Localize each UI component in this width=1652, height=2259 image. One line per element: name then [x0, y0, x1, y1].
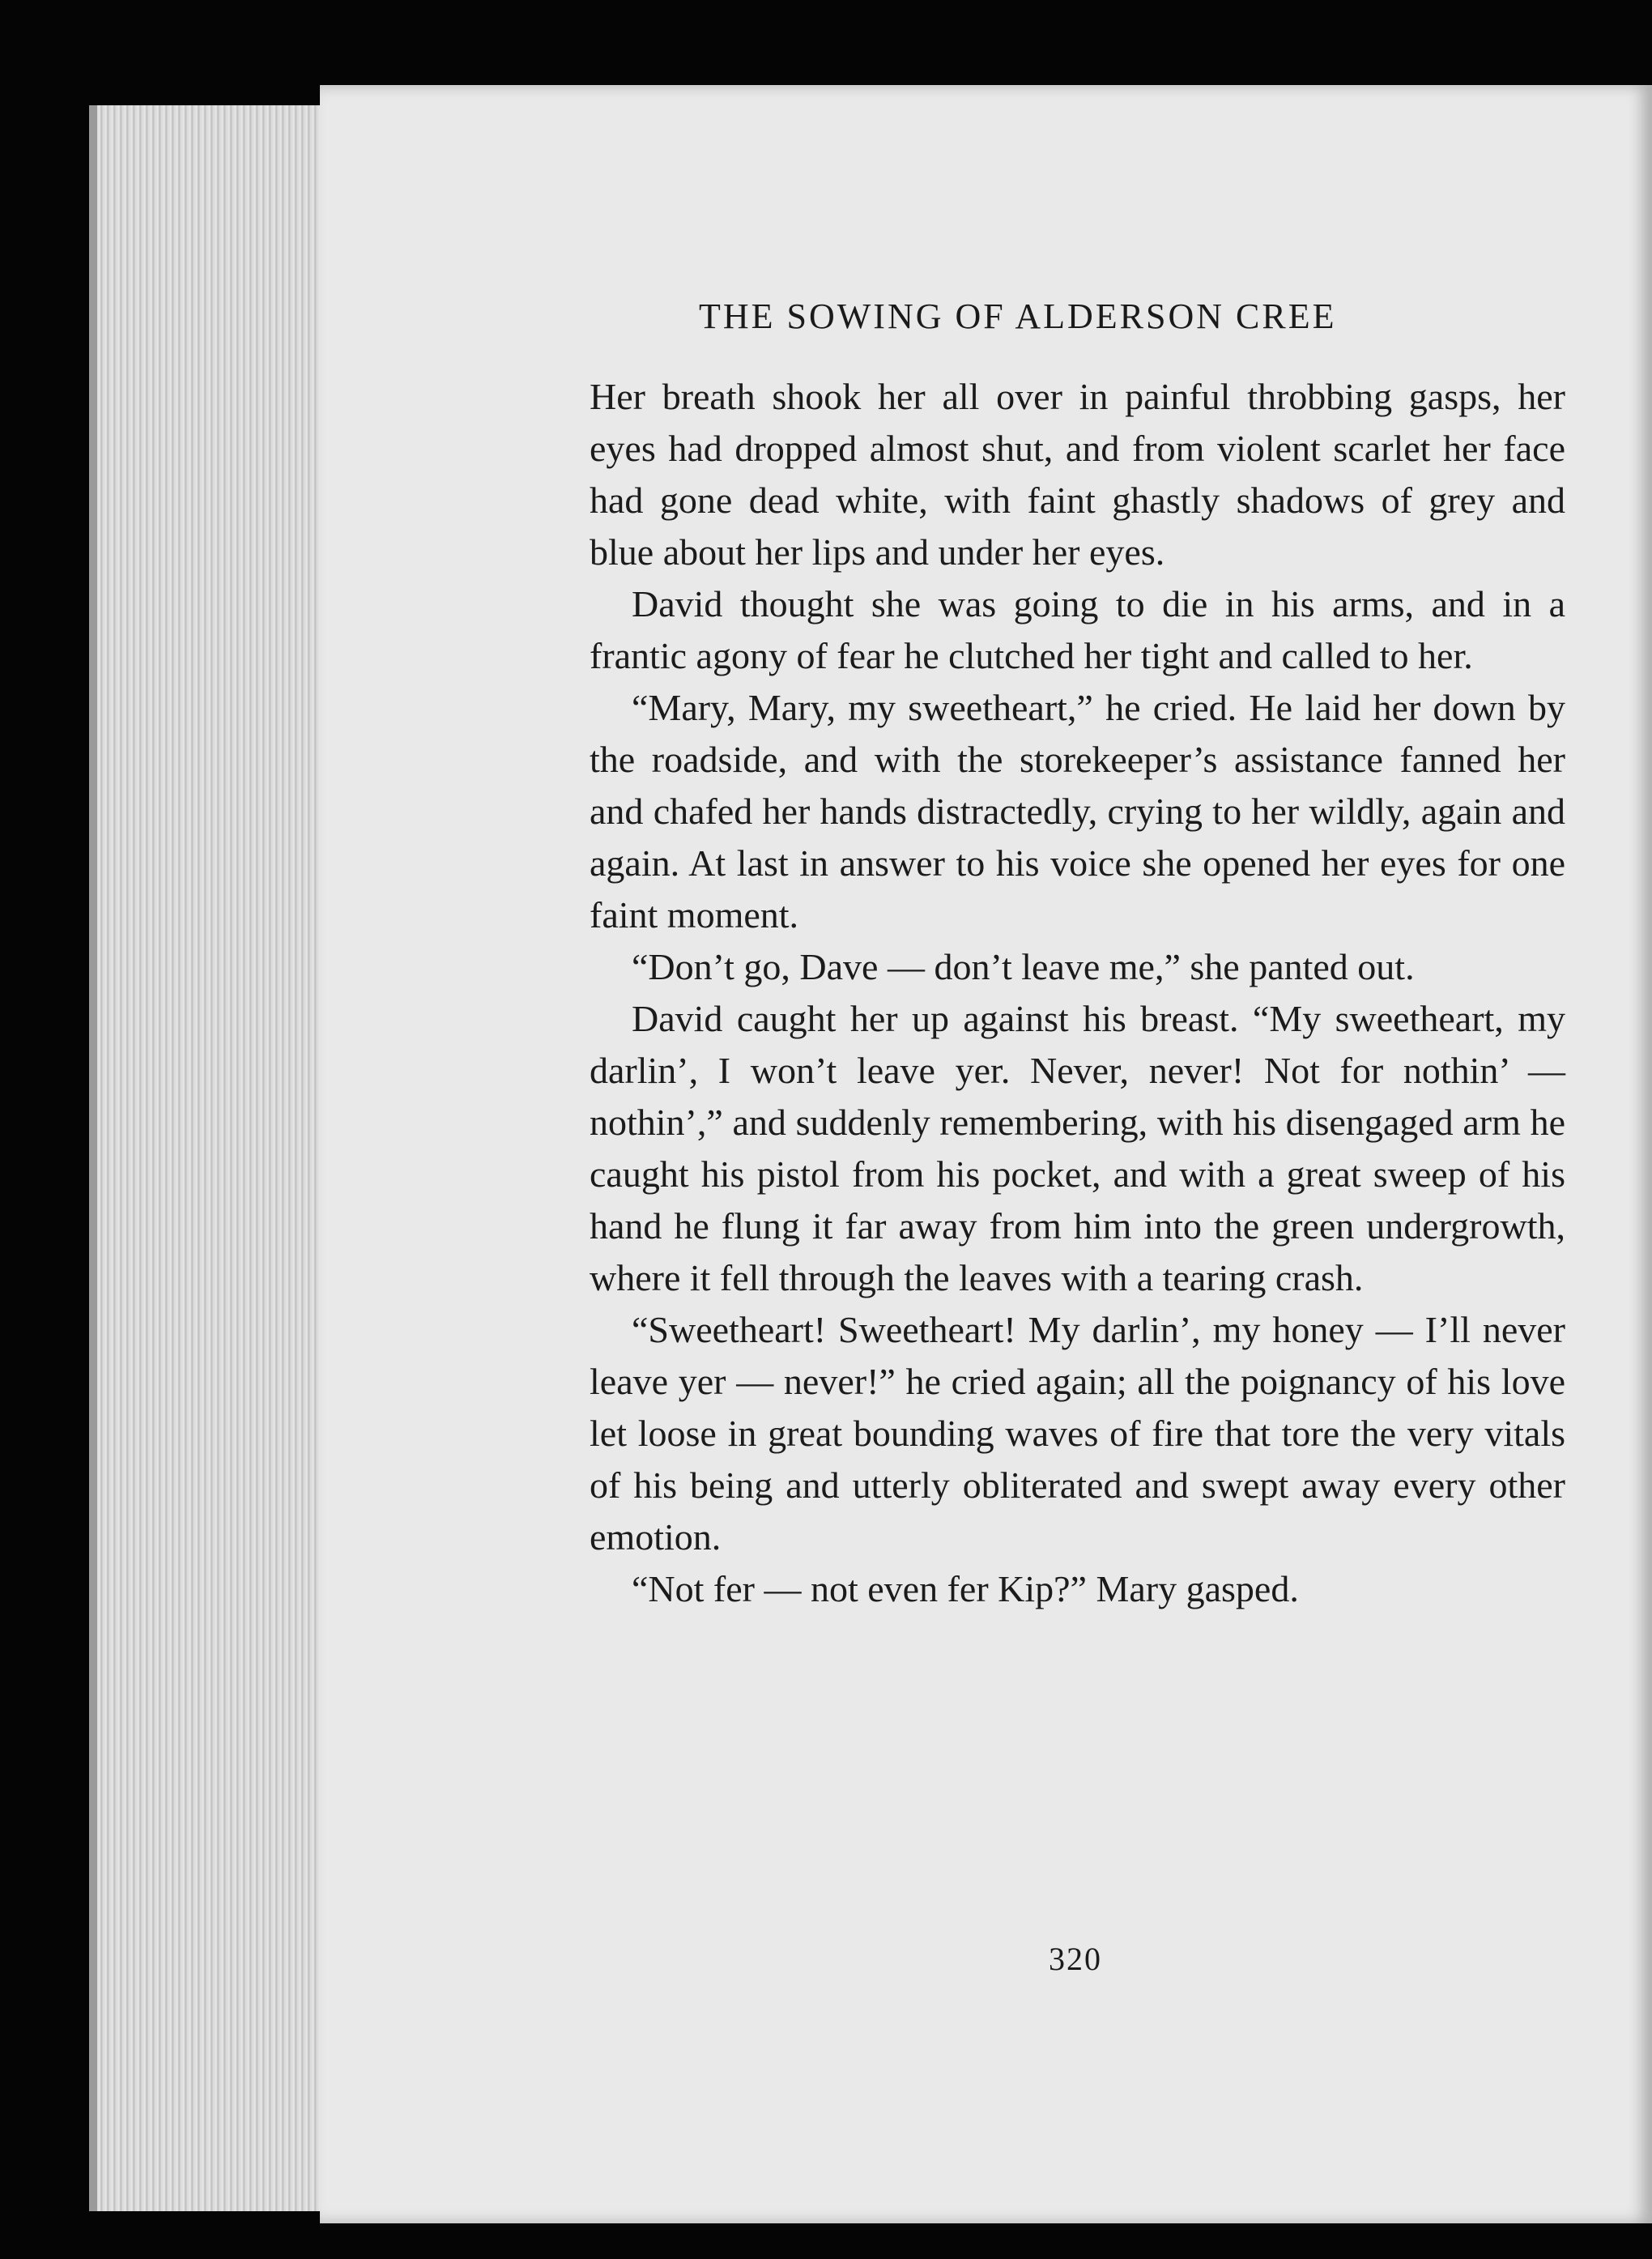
page-number: 320: [1049, 1941, 1102, 1977]
paragraph: “Sweetheart! Sweetheart! My darlin’, my honey — I’ll never leave yer — never!” he cried again; all the poignancy of his love let loose in great bounding waves of fire that tore the very vitals of his being and utterly obliterated and swept away every other emotion.: [590, 1309, 1565, 1558]
book-page-edges: [89, 105, 340, 2211]
paragraph: “Mary, Mary, my sweetheart,” he cried. He laid her down by the roadside, and with the storekeeper’s assistance fanned her and chafed her hands distractedly, crying to her wildly, again and again. At last in answer to his voice she opened her eyes for one faint moment.: [590, 687, 1565, 936]
paragraph: “Don’t go, Dave — don’t leave me,” she panted out.: [632, 946, 1415, 987]
body-text: [590, 371, 1565, 1615]
paragraph: David thought she was going to die in his arms, and in a frantic agony of fear he clutched her tight and called to her.: [590, 583, 1565, 676]
running-head: THE SOWING OF ALDERSON CREE: [699, 296, 1337, 336]
paragraph: “Not fer — not even fer Kip?” Mary gasped.: [632, 1568, 1299, 1609]
paragraph: Her breath shook her all over in painful throbbing gasps, her eyes had dropped almost shut, and from violent scarlet her face had gone dead white, with faint ghastly shadows of grey and blue about her lips and under her eyes.: [590, 376, 1565, 573]
paragraph: David caught her up against his breast. “My sweetheart, my darlin’, I won’t leave yer. Never, never! Not for nothin’ — nothin’,” and suddenly remembering, with his disengaged arm he caught his pistol from his pocket, and with a great sweep of his hand he flung it far away from him into the green undergrowth, where it fell through the leaves with a tearing crash.: [590, 998, 1565, 1298]
